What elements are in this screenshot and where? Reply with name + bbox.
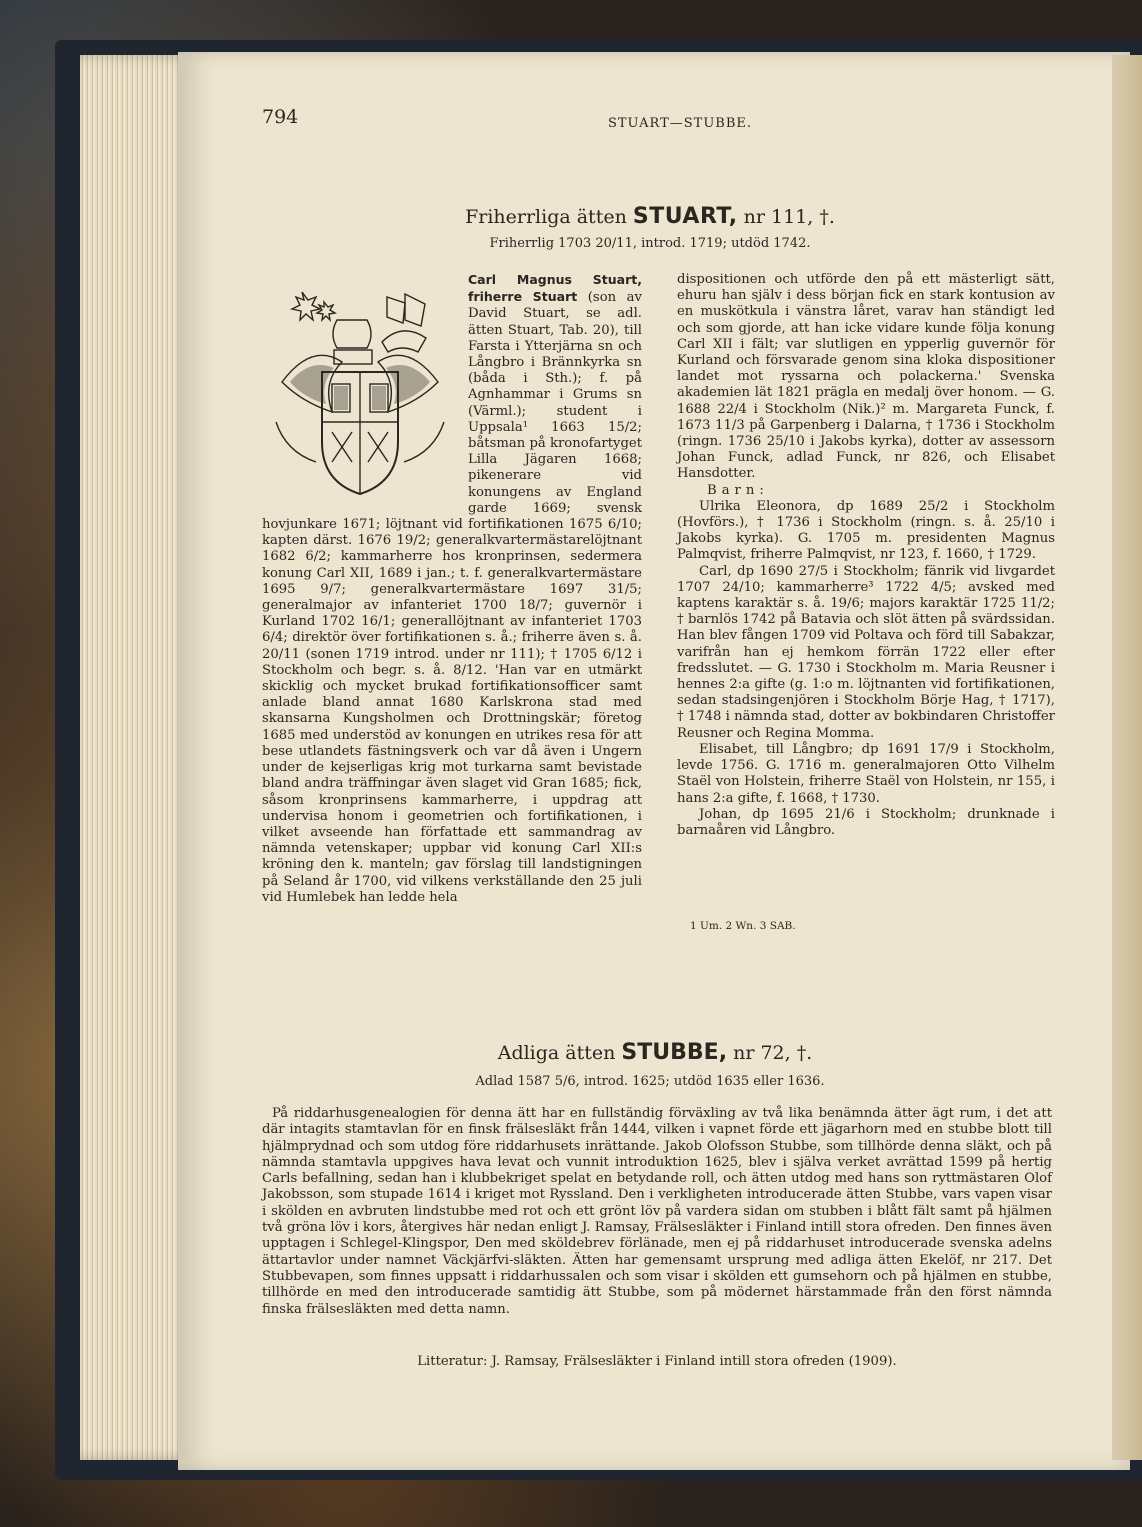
stuart-continuation: dispositionen och utförde den på ett mästerligt sätt, ehuru han själv i dess början fick en stark kontusion av en muskötkula i vänstra låret, varav han ständigt led och som gjorde, att han icke vidare kunde följa konung Carl XII i fält; var slutligen en ypperlig guvernör för Kurland och försvarade genom sina kloka dispositioner landet mot ryssarna och polackerna.' Svenska akademien lät 1821 prägla en medalj över honom. — G. 1688 22/4 i Stockholm (Nik.)² m. Margareta Funck, f. 1673 11/3 på Garpenberg i Dalarna, † 1736 i Stockholm (ringn. 1736 25/10 i Jakobs kyrka), dotter av assessorn Johan Funck, adlad Funck, nr 826, och Elisabet Hansdotter. <box>677 272 1055 482</box>
stubbe-paragraph: På riddarhusgenealogien för denna ätt har en fullständig förväxling av två lika benämnda ätter ägt rum, i det att där intagits stamtavlan för en finsk frälsesläkt från 1444, vilken i vapnet förde ett jägarhorn med en stubbe blott till hjälmprydnad och som utdog före riddarhusets inrättande. Jakob Olofsson Stubbe, som tillhörde denna släkt, och på nämnda stamtavla uppgives hava levat och vunnit introduktion 1625, blev i själva verket avrättad 1599 på hertig Carls befallning, sedan han i klubbekriget spelat en betydande roll, och ätten utdog med hans son ryttmästaren Olof Jakobsson, som stupade 1614 i kriget mot Ryssland. Den i verkligheten introducerade ätten Stubbe, vars vapen visar i skölden en avbruten lindstubbe med rot och ett grönt löv på vardera sidan om stubben i blått fält samt på hjälmen två gröna löv i kors, återgives här nedan enligt J. Ramsay, Frälsesläkter i Finland intill stora ofreden. Den finnes även upptagen i Schlegel-Klingspor, Den med sköldebrev förlänade, men ej på riddarhuset introducerade svenska adelns ättartavlor under namnet Väckjärfvi-släkten. Ätten har gemensamt ursprung med adliga ätten Ekelöf, nr 217. Det Stubbevapen, som finnes uppsatt i riddarhussalen och som visar i skölden ett gumsehorn och på hjälmen en stubbe, tillhörde en med den introducerade samtidig ätt Stubbe, som på mödernet härstammade från den först nämnda finska frälsesläkten med detta namn. <box>262 1106 1052 1317</box>
child-johan: Johan, dp 1695 21/6 i Stockholm; drunknade i barnaåren vid Långbro. <box>677 806 1055 838</box>
barn-heading: Barn: <box>707 482 769 498</box>
child-carl: Carl, dp 1690 27/5 i Stockholm; fänrik vid livgardet 1707 24/10; kammarherre³ 1722 4/5; avsked med kaptens karaktär s. å. 19/6; majors karaktär 1725 11/2; † barnlös 1742 på Batavia och slöt ätten på svärdssidan. Han blev fången 1709 vid Poltava och förd till Sabakzar, varifrån han ej hemkom förrän 1722 eller efter fredsslutet. — G. 1730 i Stockholm m. Maria Reusner i hennes 2:a gifte (g. 1:o m. löjtnanten vid fortifikationen, sedan stadsingenjören i Stockholm Börje Hag, † 1717), † 1748 i nämnda stad, dotter av bokbindaren Christoffer Reusner och Regina Momma. <box>677 563 1055 741</box>
literature-reference: Litteratur: J. Ramsay, Frälsesläkter i Finland intill stora ofreden (1909). <box>417 1354 897 1369</box>
stuart-subtitle: Friherrlig 1703 20/11, introd. 1719; utdöd 1742. <box>489 236 811 251</box>
coat-of-arms <box>262 272 462 504</box>
stubbe-title-name: STUBBE, <box>621 1040 728 1065</box>
stuart-heading <box>300 204 1000 229</box>
stuart-person-name: Carl Magnus Stuart, friherre Stuart <box>468 272 642 305</box>
stuart-title-name: STUART, <box>632 204 738 229</box>
footnotes: 1 Um. 2 Wn. 3 SAB. <box>690 920 796 932</box>
page-number: 794 <box>262 106 299 128</box>
coat-of-arms-icon <box>262 272 458 500</box>
stubbe-title-suffix: nr 72, †. <box>733 1042 813 1064</box>
stubbe-heading <box>330 1040 980 1065</box>
running-head: STUART—STUBBE. <box>607 116 752 131</box>
child-ulrika: Ulrika Eleonora, dp 1689 25/2 i Stockholm (Hovförs.), † 1736 i Stockholm (ringn. s. å. 25/10 i Jakobs kyrka). G. 1705 m. presidenten Magnus Palmqvist, friherre Palmqvist, nr 123, f. 1660, † 1729. <box>677 498 1055 563</box>
facing-page-edge <box>1112 55 1142 1460</box>
stuart-column-right <box>677 272 1055 839</box>
stuart-title-suffix: nr 111, †. <box>743 206 835 228</box>
stubbe-title-prefix: Adliga ätten <box>497 1042 616 1064</box>
stuart-title-prefix: Friherrliga ätten <box>465 206 627 228</box>
child-elisabet: Elisabet, till Långbro; dp 1691 17/9 i Stockholm, levde 1756. G. 1716 m. generalmajoren Otto Vilhelm Staël von Holstein, friherre Staël von Holstein, nr 155, i hans 2:a gifte, f. 1668, † 1730. <box>677 741 1055 806</box>
stuart-person-text: (son av David Stuart, se adl. ätten Stuart, Tab. 20), till Farsta i Ytterjärna sn och Långbro i Brännkyrka sn (båda i Sth.); f. på Agnhammar i Grums sn (Värml.); student i Uppsala¹ 1663 15/2; båtsman på kronofartyget Lilla Jägaren 1668; pikenerare vid konungens av England garde 1669; svensk hovjunkare 1671; löjtnant vid fortifikationen 1675 6/10; kapten därst. 1676 19/2; generalkvartermästarelöjtnant 1682 6/2; kammarherre hos kronprinsen, sedermera konung Carl XII, 1689 i jan.; t. f. generalkvartermästare 1695 9/7; generalkvartermästare 1697 31/5; generalmajor av infanteriet 1700 18/7; guvernör i Kurland 1702 16/1; generallöjtnant av infanteriet 1703 6/4; direktör över fortifikationen s. å.; friherre även s. å. 20/11 (sonen 1719 introd. under nr 111); † 1705 6/12 i Stockholm och begr. s. å. 8/12. 'Han var en utmärkt skicklig och mycket brukad fortifikationsofficer samt anlade bland annat 1680 Karlskrona stad med skansarna Kungsholmen och Drottningskär; företog 1685 med understöd av konungen en utrikes resa för att bese utlandets fästningsverk och var då även i Ungern under de kejserligas krig mot turkarna samt bevistade bland andra träffningar även slaget vid Gran 1685; fick, såsom kronprinsens kammarherre, i uppdrag att undervisa honom i geometrien och fortifikationen, i vilket avseende han författade ett sammandrag av nämnda vetenskaper; uppbar vid konung Carl XII:s kröning den k. manteln; gav förslag till landstigningen på Seland år 1700, vid vilkens verkställande den 25 juli vid Humlebek han ledde hela <box>262 290 642 905</box>
stubbe-subtitle: Adlad 1587 5/6, introd. 1625; utdöd 1635 eller 1636. <box>475 1074 825 1089</box>
stuart-column-left <box>262 272 642 906</box>
